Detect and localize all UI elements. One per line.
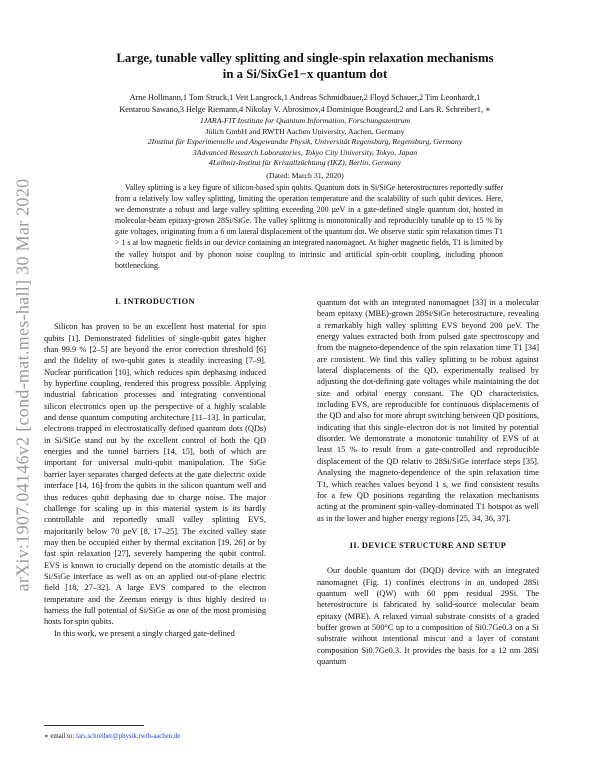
affiliation-line: Jülich GmbH and RWTH Aachen University, Aachen, Germany <box>205 126 405 136</box>
affiliation-line: 4Leibniz-Institut für Kristallzüchtung (IKZ), Berlin, Germany <box>208 158 402 167</box>
affiliation-line: 1JARA-FIT Institute for Quantum Information, Forschungszentrum <box>199 116 411 125</box>
authors-line-2: Kentarou Sawano,3 Helge Riemann,4 Nikolay V. Abrosimov,4 Dominique Bougeard,2 and Lars R. Schreiber1, ∗ <box>119 104 491 114</box>
paragraph: quantum dot with an integrated nanomagnet [33] in a molecular beam epitaxy (MBE)-grown 28Si/SiGe heterostructure, revealing a remarkably high valley splitting EVS beyond 200 µeV. The energy values extracted both from pulsed gate spectroscopy and from the magneto-dependence of the spin relaxation time T1 [34] are consistent. We find this valley splitting to be robust against lateral displacements of the QD, experimentally realised by adjusting the dot-defining gate voltages while maintaining the dot size and orbital energy constant. The QD characteristics, including EVS, are reproducible for continuous displacements of the QD and also for more abrupt switching between QD positions, indicating that this single-electron dot is not limited by potential disorder. We demonstrate a monotonic tunability of EVS of at least 15 % to result from a gate-controlled and reproducible displacement of the QD relativ to 28Si/SiGe interface steps [35]. Analysing the magneto-dependence of the spin relaxation time T1, which reaches values beyond 1 s, we find consistent results for a few QD positions regarding the relaxation mechanisms acting at the prominent spin-valley-dominated T1 hotspot as well as in the lower and higher energy regions [25, 34, 36, 37]. <box>317 298 539 523</box>
arxiv-identifier: arXiv:1907.04146v2 [cond-mat.mes-hall] 30 Mar 2020 <box>12 178 33 592</box>
footnote-rule <box>44 725 144 726</box>
abstract: Valley splitting is a key figure of silicon-based spin qubits. Quantum dots in Si/SiGe heterostructures reportedly suffer from a relatively low valley splitting, limiting the operation temperature and the scalability of such qubit devices. Here, we demonstrate a robust and large valley splitting exceeding 200 µeV in a gate-defined single quantum dot, hosted in molecular-beam epitaxy-grown 28Si/SiGe. The valley splitting is monotonically and reproducibly tunable up to 15 % by gate voltages, originating from a 6 nm lateral displacement of the quantum dot. We observe static spin relaxation times T1 > 1 s at low magnetic fields in our device containing an integrated nanomagnet. At higher magnetic fields, T1 is limited by the valley hotspot and by phonon noise coupling to intrinsic and artificial spin-orbit coupling, including phonon bottlenecking. <box>115 183 503 270</box>
section-heading-device-setup: II. DEVICE STRUCTURE AND SETUP <box>349 540 507 550</box>
affiliation-line: 3Advanced Research Laboratories, Tokyo City University, Tokyo, Japan <box>192 147 418 157</box>
paper-title-line-1: Large, tunable valley splitting and single-spin relaxation mechanisms <box>116 51 494 65</box>
author-list <box>80 92 530 115</box>
left-column <box>44 296 266 639</box>
email-link[interactable]: lars.schreiber@physik.rwth-aachen.de <box>76 733 181 740</box>
paragraph: Silicon has proven to be an excellent host material for spin qubits [1]. Demonstrated fidelities of single-qubit gates higher than 99.9 % [2–5] are beyond the error correction threshold [6] and the fidelity of two-qubit gates is steadily increasing [7–9]. Nuclear purification [10], which reduces spin dephasing induced by hyperfine coupling, rendered this progress possible. Applying industrial fabrication processes and integrating conventional silicon electronics open up the perspective of a highly scalable and dense quantum computing architecture [11–13]. In particular, electrons trapped in electrostatically defined quantum dots (QDs) in Si/SiGe stand out by the excellent control of both the QD energies and the tunnel barriers [14, 15], both of which are important for universal multi-qubit manipulation. The SiGe barrier layer separates charged defects at the gate dielectric oxide interface [14, 16] from the qubits in the silicon quantum well and thus reduces qubit dephasing due to charge noise. The major challenge for scaling up in this material system is its hardly controllable and reportedly small valley splitting EVS, majoritarily below 70 µeV [8, 17–25]. The excited valley state may then be occupied either by thermal excitation [19, 26] or by fast spin relaxation [27], severely hampering the qubit control. EVS is known to crucially depend on the atomistic details at the Si/SiGe interface as well as on an applied out-of-plane electric field [18, 27–32]. A large EVS compared to the electron temperature and the Zeeman energy is thus highly desired to harness the full potential of Si/SiGe as one of the most promising hosts for spin qubits. <box>44 322 266 627</box>
footnote-marker: ∗ email to: <box>44 733 76 740</box>
paper-title-line-2: in a Si/SixGe1−x quantum dot <box>222 67 388 81</box>
authors-line-1: Arne Hollmann,1 Tom Struck,1 Veit Langrock,1 Andreas Schmidbauer,2 Floyd Schauer,2 Tim Leonhardt,1 <box>129 93 481 102</box>
right-column <box>317 297 539 667</box>
footnote <box>44 725 266 740</box>
affiliation-line: 2Institut für Experimentelle und Angewandte Physik, Universität Regensburg, Regensburg, Germany <box>147 137 463 146</box>
affiliations <box>80 116 530 169</box>
date-line: (Dated: March 31, 2020) <box>266 170 344 180</box>
arxiv-sidebar <box>14 150 32 620</box>
paragraph: In this work, we present a singly charged gate-defined <box>54 628 235 638</box>
section-heading-introduction: I. INTRODUCTION <box>115 297 195 306</box>
title-block <box>80 50 530 181</box>
paragraph: Our double quantum dot (DQD) device with an integrated nanomagnet (Fig. 1) confines electrons in an undoped 28Si quantum well (QW) with 60 ppm residual 29Si. The heterostructure is fabricated by solid-source molecular beam epitaxy (MBE). A relaxed virtual substrate consists of a graded buffer grown at 500°C up to a composition of Si0.7Ge0.3 on a Si substrate without intentional miscut and a layer of constant composition Si0.7Ge0.3. It provides the basis for a 12 nm 28Si quantum <box>317 566 539 666</box>
